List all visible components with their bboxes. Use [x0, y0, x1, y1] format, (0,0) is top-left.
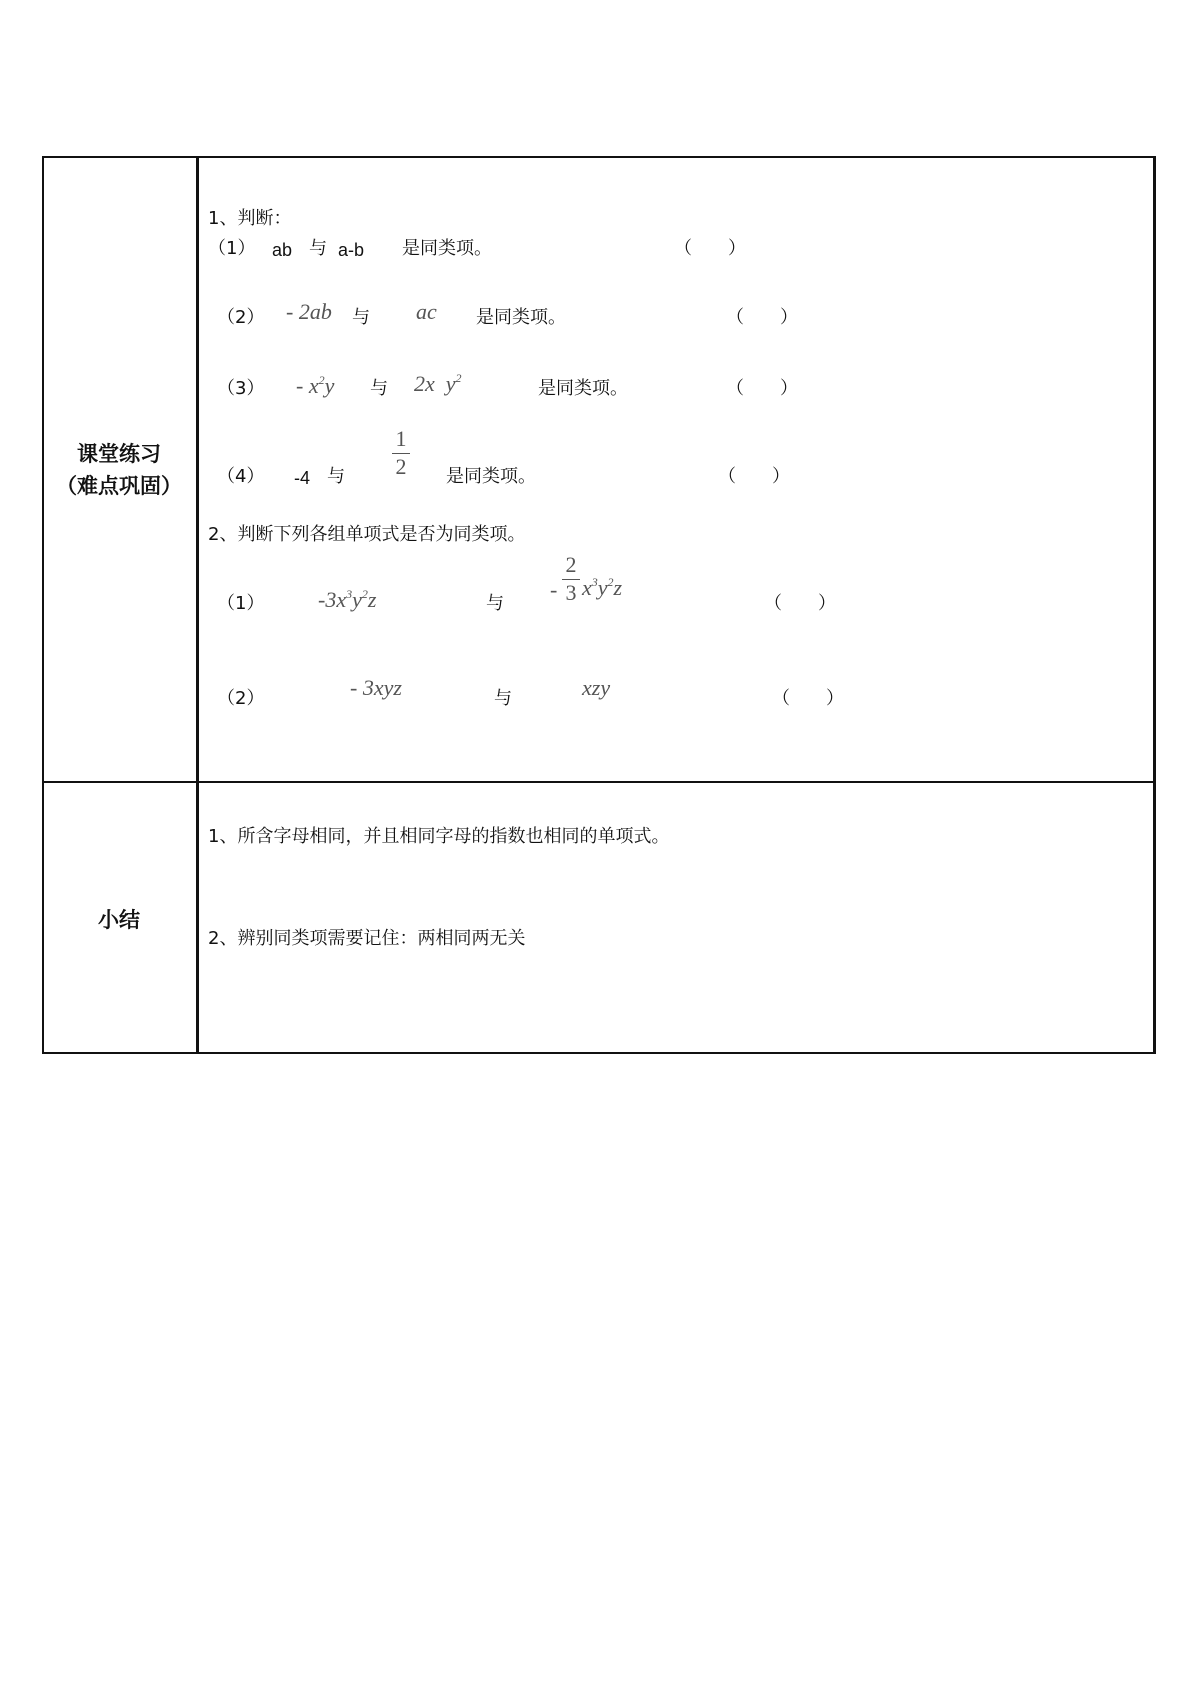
- q2-item2-index: （2）: [217, 688, 265, 709]
- q1-item3-term-a: - $x^2y$: [296, 373, 335, 398]
- q1-item3-answer-paren: （ ）: [726, 378, 798, 399]
- q1-item1-term-b: a-b: [338, 240, 365, 260]
- q2-item1-term-b-sign: -: [550, 577, 558, 602]
- question-1-title: 1、判断：: [208, 208, 292, 229]
- q2-item2-conj: 与: [494, 688, 512, 709]
- question-2-title: 2、判断下列各组单项式是否为同类项。: [208, 524, 526, 545]
- q1-item2-term-b: ac: [416, 299, 437, 324]
- q1-item4-index: （4）: [217, 466, 265, 487]
- q1-item3-index: （3）: [217, 378, 265, 399]
- q1-item1-tail: 是同类项。: [402, 238, 492, 259]
- q1-item2-conj: 与: [352, 307, 370, 328]
- q1-item4-conj: 与: [327, 466, 345, 487]
- q1-item3-conj: 与: [370, 378, 388, 399]
- row-label-practice: 课堂练习: [77, 442, 161, 466]
- q1-item4-answer-paren: （ ）: [718, 466, 790, 487]
- q1-item2-tail: 是同类项。: [476, 307, 566, 328]
- q2-item1-answer-paren: （ ）: [764, 593, 836, 614]
- q1-item4-term-a: -4: [294, 468, 311, 488]
- q1-item2-answer-paren: （ ）: [726, 307, 798, 328]
- summary-line-2: 2、辨别同类项需要记住：两相同两无关: [208, 928, 526, 949]
- q1-item4-term-b-fraction: 1 2: [392, 428, 410, 478]
- q2-item1-term-a: $-3x^3y^2z$: [318, 587, 377, 612]
- q2-item1-index: （1）: [217, 593, 265, 614]
- row-label-practice-sub: （难点巩固）: [56, 474, 182, 498]
- q2-item1-term-b-fraction: 2 3: [562, 554, 580, 604]
- q1-item1-term-a: ab: [272, 240, 293, 260]
- q2-item2-answer-paren: （ ）: [772, 688, 844, 709]
- q1-item3-term-b: 2x $y^2$: [414, 371, 462, 396]
- q2-item1-conj: 与: [486, 593, 504, 614]
- q1-item3-tail: 是同类项。: [538, 378, 628, 399]
- row-divider: [42, 781, 1156, 783]
- q2-item1-term-b-vars: $x^3y^2z$: [582, 575, 623, 600]
- column-divider: [196, 156, 199, 1054]
- q1-item1-conj: 与: [309, 238, 327, 259]
- q2-item2-term-b: xzy: [582, 675, 611, 700]
- q1-item1-index: （1）: [208, 238, 256, 259]
- fraction-bar: [562, 579, 580, 580]
- q1-item1-answer-paren: （ ）: [674, 238, 746, 259]
- fraction-bar: [392, 453, 410, 454]
- summary-line-1: 1、所含字母相同，并且相同字母的指数也相同的单项式。: [208, 826, 670, 847]
- q1-item2-term-a: - 2ab: [286, 299, 332, 324]
- q1-item4-tail: 是同类项。: [446, 466, 536, 487]
- q1-item2-index: （2）: [217, 307, 265, 328]
- row-label-summary: 小结: [98, 908, 140, 932]
- q2-item2-term-a: - 3xyz: [350, 675, 402, 700]
- worksheet-table: [42, 156, 1156, 1054]
